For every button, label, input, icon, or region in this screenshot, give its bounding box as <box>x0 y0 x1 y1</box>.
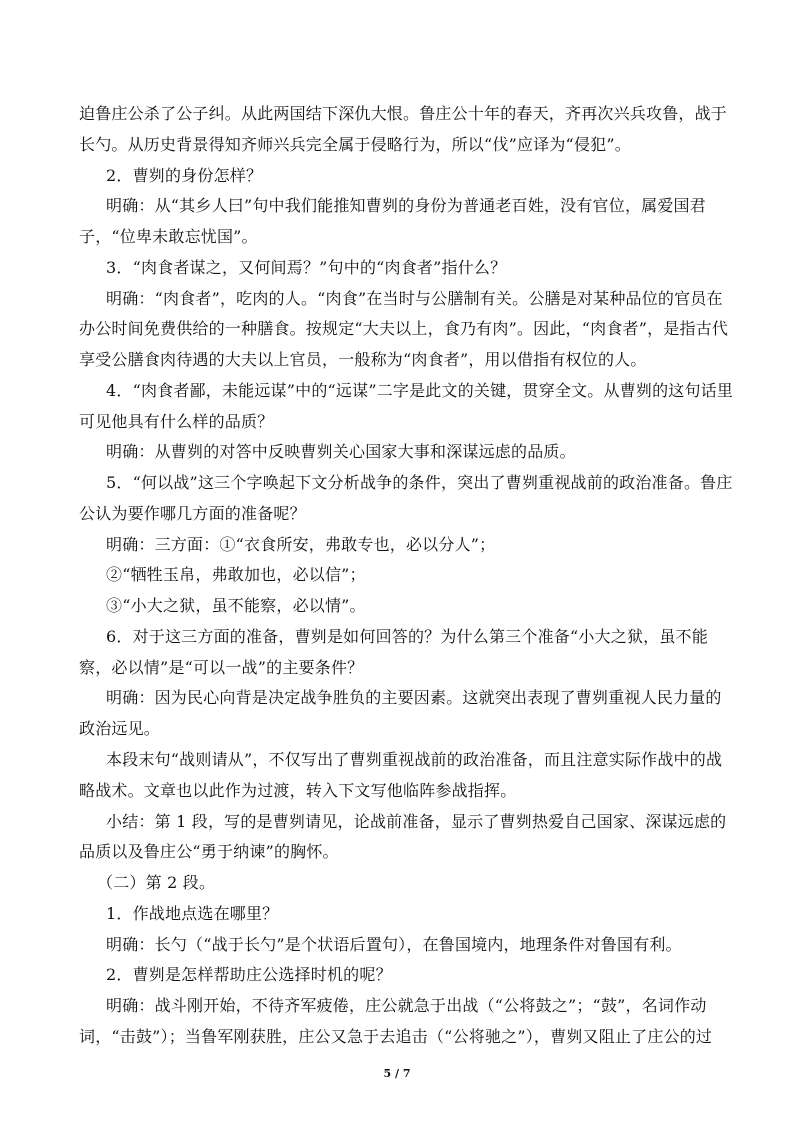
text-line: 公认为要作哪几方面的准备呢？ <box>79 504 306 523</box>
question-line: 2．曹刿是怎样帮助庄公选择时机的呢？ <box>106 965 392 984</box>
text-line: 词，“击鼓”）；当鲁军刚获胜，庄公又急于去追击（“公将驰之”），曹刿又阻止了庄公的过 <box>79 1027 713 1046</box>
question-line: 5．“何以战”这三个字唤起下文分析战争的条件，突出了曹刿重视战前的政治准备。鲁庄 <box>106 473 733 492</box>
text-line: 察，必以情”是“可以一战”的主要条件？ <box>79 658 364 677</box>
answer-line: 明确：三方面：①“衣食所安，弗敢专也，必以分人”； <box>106 535 496 554</box>
text-line: 政治远见。 <box>79 719 161 738</box>
section-heading: （二）第 2 段。 <box>97 873 216 892</box>
answer-line: 明确：“肉食者”，吃肉的人。“肉食”在当时与公膳制有关。公膳是对某种品位的官员在 <box>106 289 723 308</box>
text-line: 办公时间免费供给的一种膳食。按规定“大夫以上，食乃有肉”。因此，“肉食者”，是指古代 <box>79 319 729 338</box>
summary-line: ⼩结：第 1 段，写的是曹刿请见，论战前准备，显示了曹刿热爱自己国家、深谋远虑的 <box>106 812 727 831</box>
answer-line: 明确：因为民心向背是决定战争胜负的主要因素。这就突出表现了曹刿重视人民力量的 <box>106 688 722 707</box>
answer-line: 明确：从曹刿的对答中反映曹刿关心国家大事和深谋远虑的品质。 <box>106 442 576 461</box>
text-line: 略战术。文章也以此作为过渡，转入下文写他临阵参战指挥。 <box>79 781 517 800</box>
list-item: ③“小大之狱，虽不能察，必以情”。 <box>106 596 366 615</box>
list-item: ②“牺牲玉帛，弗敢加也，必以信”； <box>106 565 366 584</box>
question-line: 3．“肉食者谋之，又何间焉？”句中的“肉食者”指什么？ <box>106 258 507 277</box>
answer-line: 明确：长勺（“战于长勺”是个状语后置句），在鲁国境内，地理条件对鲁国有利。 <box>106 935 682 954</box>
text-line: 享受公膳食肉待遇的大夫以上官员，一般称为“肉食者”，用以借指有权位的人。 <box>79 350 647 369</box>
question-line: 4．“肉食者鄙，未能远谋”中的“远谋”二字是此文的关键，贯穿全文。从曹刿的这句话里 <box>106 381 734 400</box>
text-line: 长勺。从历史背景得知齐师兴兵完全属于侵略行为，所以“伐”应译为“侵犯”。 <box>79 135 631 154</box>
text-line: 子，“位卑未敢忘忧国”。 <box>79 227 258 246</box>
question-line: 1．作战地点选在哪里？ <box>106 904 279 923</box>
question-line: 6．对于这三方面的准备，曹刿是如何回答的？为什么第三个准备“小大之狱，虽不能 <box>106 627 708 646</box>
answer-line: 明确：从“其乡人曰”句中我们能推知曹刿的身份为普通老百姓，没有官位，属爱国君 <box>106 196 706 215</box>
answer-line: 明确：战斗刚开始，不待齐军疲倦，庄公就急于出战（“公将鼓之”；“鼓”，名词作动 <box>106 996 707 1015</box>
page-number: 5 / 7 <box>383 1067 411 1080</box>
text-line: 品质以及鲁庄公“勇于纳谏”的胸怀。 <box>79 842 339 861</box>
text-line: 本段末句“战则请从”，不仅写出了曹刿重视战前的政治准备，而且注意实际作战中的战 <box>106 750 723 769</box>
text-line: 可见他具有什么样的品质？ <box>79 412 274 431</box>
question-line: 2．曹刿的身份怎样？ <box>106 166 263 185</box>
text-line: 迫鲁庄公杀了公子纠。从此两国结下深仇大恨。鲁庄公十年的春天，齐再次兴兵攻鲁，战于 <box>79 104 728 123</box>
